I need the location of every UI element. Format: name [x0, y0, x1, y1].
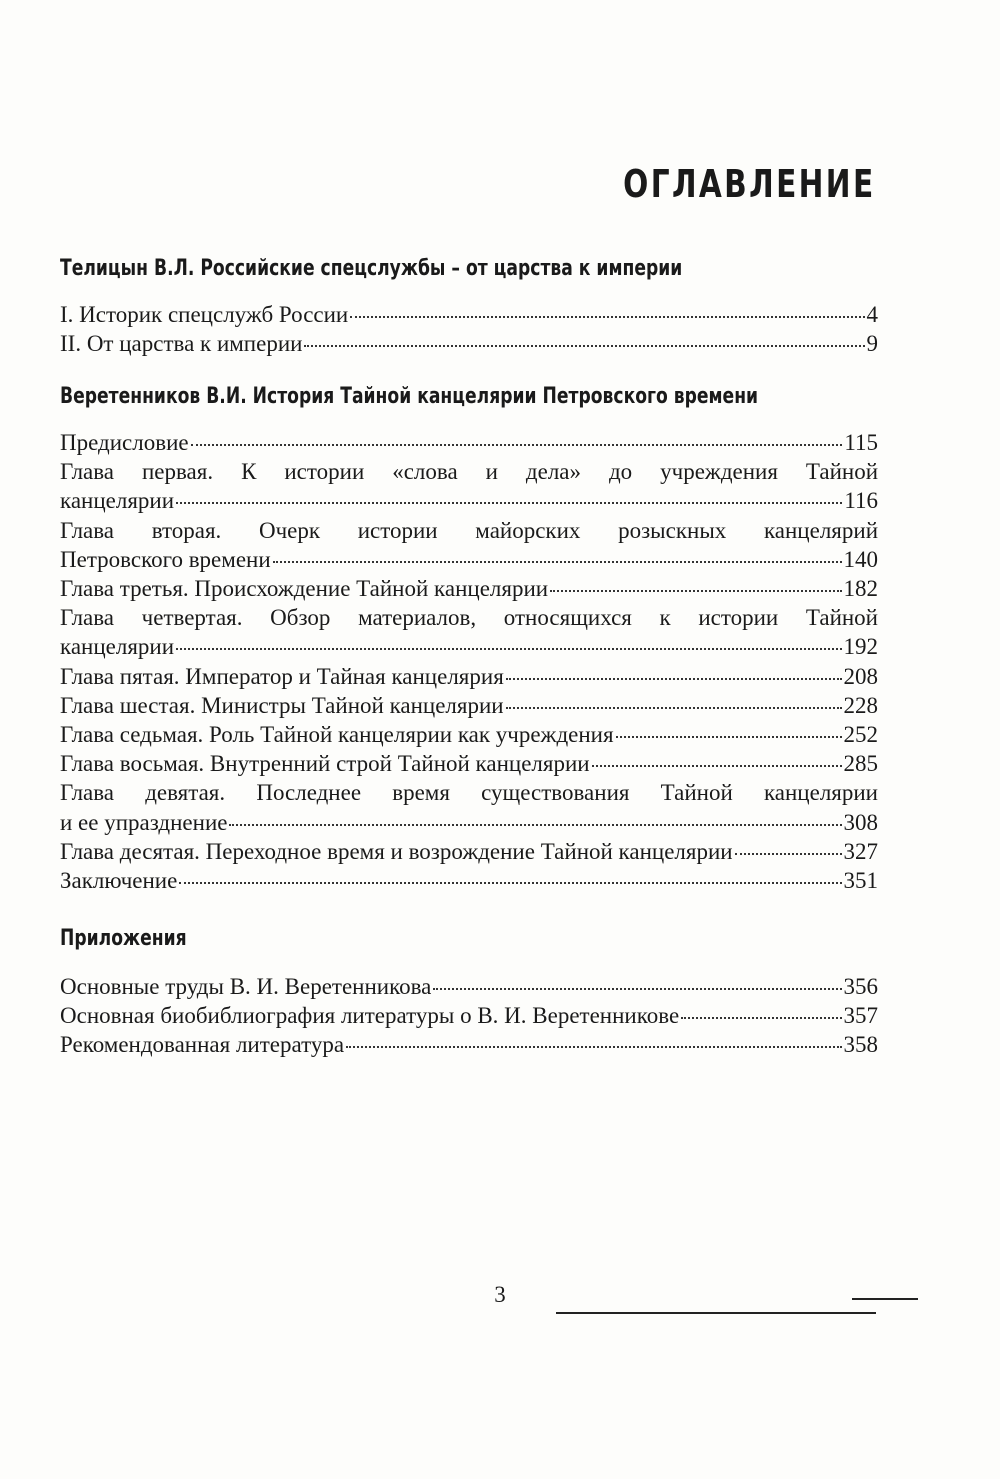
toc-entry-text: канцелярии — [60, 488, 175, 514]
toc-entry-line — [60, 693, 878, 719]
toc-entry-text: I. Историк спецслужб России — [60, 302, 349, 327]
toc-entry-text: Основная биобиблиография литературы о В. И. Веретенникове — [60, 1003, 680, 1029]
toc-entry-line — [60, 839, 878, 865]
toc-entry-text: Глава третья. Происхождение Тайной канцелярии — [60, 576, 549, 601]
toc-page-number: 308 — [843, 809, 878, 835]
toc-entry-line — [60, 974, 878, 1000]
toc-entry-text: Глава пятая. Император и Тайная канцелярия — [60, 663, 504, 689]
toc-entry-line — [60, 664, 878, 690]
toc-entry-text: II. От царства к империи — [60, 331, 303, 357]
toc-page-number: 252 — [843, 722, 878, 747]
toc-entry-line — [60, 302, 878, 328]
toc-entry-line — [60, 810, 878, 836]
toc-entry-line — [60, 1032, 878, 1058]
toc-entry-line — [60, 751, 878, 777]
toc-entry-text: Петровского времени — [60, 546, 271, 572]
toc-entry-text: Глава седьмая. Роль Тайной канцелярии как учреждения — [60, 722, 614, 747]
section-heading: Телицын В.Л. Российские спецслужбы – от царства к империи — [60, 256, 683, 281]
toc-entry-line — [60, 488, 878, 514]
toc-entry-text: Заключение — [60, 868, 178, 893]
toc-page-number: 192 — [843, 634, 878, 660]
toc-entry-text: Предисловие — [60, 430, 189, 455]
dot-leader — [304, 345, 864, 347]
dot-leader — [229, 824, 841, 826]
toc-page-number: 208 — [843, 663, 878, 689]
dot-leader — [506, 707, 842, 709]
toc-page-number: 4 — [866, 302, 878, 327]
toc-page-number: 228 — [843, 692, 878, 718]
toc-entry-text: Основные труды В. И. Веретенникова — [60, 974, 432, 999]
dot-leader — [191, 444, 843, 446]
toc-entry-line: Глава четвертая. Обзор материалов, относящихся к истории Тайной — [60, 605, 878, 631]
toc-entry-line — [60, 576, 878, 602]
dot-leader — [273, 561, 842, 563]
page-number: 3 — [494, 1282, 506, 1307]
toc-entry-line — [60, 722, 878, 748]
toc-entry-text: Рекомендованная литература — [60, 1032, 345, 1058]
toc-page-number: 115 — [844, 430, 878, 455]
toc-entry-line — [60, 430, 878, 456]
toc-entry-line: Глава первая. К истории «слова и дела» до учреждения Тайной — [60, 459, 878, 485]
footer-rule-short — [852, 1298, 918, 1300]
toc-entry-text: Глава шестая. Министры Тайной канцелярии — [60, 692, 504, 718]
toc-page-number: 351 — [843, 868, 878, 893]
dot-leader — [433, 988, 841, 990]
dot-leader — [346, 1046, 841, 1048]
dot-leader — [681, 1017, 841, 1019]
dot-leader — [592, 765, 842, 767]
toc-entry-text: канцелярии — [60, 634, 175, 660]
toc-page-number: 356 — [843, 974, 878, 999]
toc-page-number: 140 — [843, 546, 878, 572]
toc-entry-line — [60, 331, 878, 357]
toc-page-number: 9 — [866, 331, 878, 357]
page-title: ОГЛАВЛЕНИЕ — [623, 162, 876, 206]
toc-page-number: 116 — [844, 488, 878, 514]
toc-entry-line — [60, 1003, 878, 1029]
toc-page-number: 182 — [843, 576, 878, 601]
toc-entry-line: Глава девятая. Последнее время существования Тайной канцелярии — [60, 780, 878, 806]
dot-leader — [550, 590, 841, 592]
footer-rule — [556, 1312, 876, 1314]
dot-leader — [350, 316, 864, 318]
section-heading: Веретенников В.И. История Тайной канцелярии Петровского времени — [60, 384, 759, 409]
toc-entry-text: и ее упразднение — [60, 809, 228, 835]
toc-entry-text: Глава десятая. Переходное время и возрождение Тайной канцелярии — [60, 838, 733, 864]
dot-leader — [176, 648, 841, 650]
toc-page-number: 285 — [843, 751, 878, 777]
toc-page-number: 327 — [843, 838, 878, 864]
toc-entry-line — [60, 547, 878, 573]
dot-leader — [616, 736, 842, 738]
toc-page-number: 357 — [843, 1003, 878, 1029]
dot-leader — [735, 853, 842, 855]
dot-leader — [176, 502, 842, 504]
toc-entry-line: Глава вторая. Очерк истории майорских розыскных канцелярий — [60, 517, 878, 543]
toc-entry-text: Глава восьмая. Внутренний строй Тайной канцелярии — [60, 751, 590, 777]
toc-entry-line — [60, 634, 878, 660]
section-heading: Приложения — [60, 926, 187, 951]
dot-leader — [506, 678, 842, 680]
dot-leader — [179, 882, 841, 884]
toc-entry-line — [60, 868, 878, 894]
toc-page-number: 358 — [843, 1032, 878, 1058]
